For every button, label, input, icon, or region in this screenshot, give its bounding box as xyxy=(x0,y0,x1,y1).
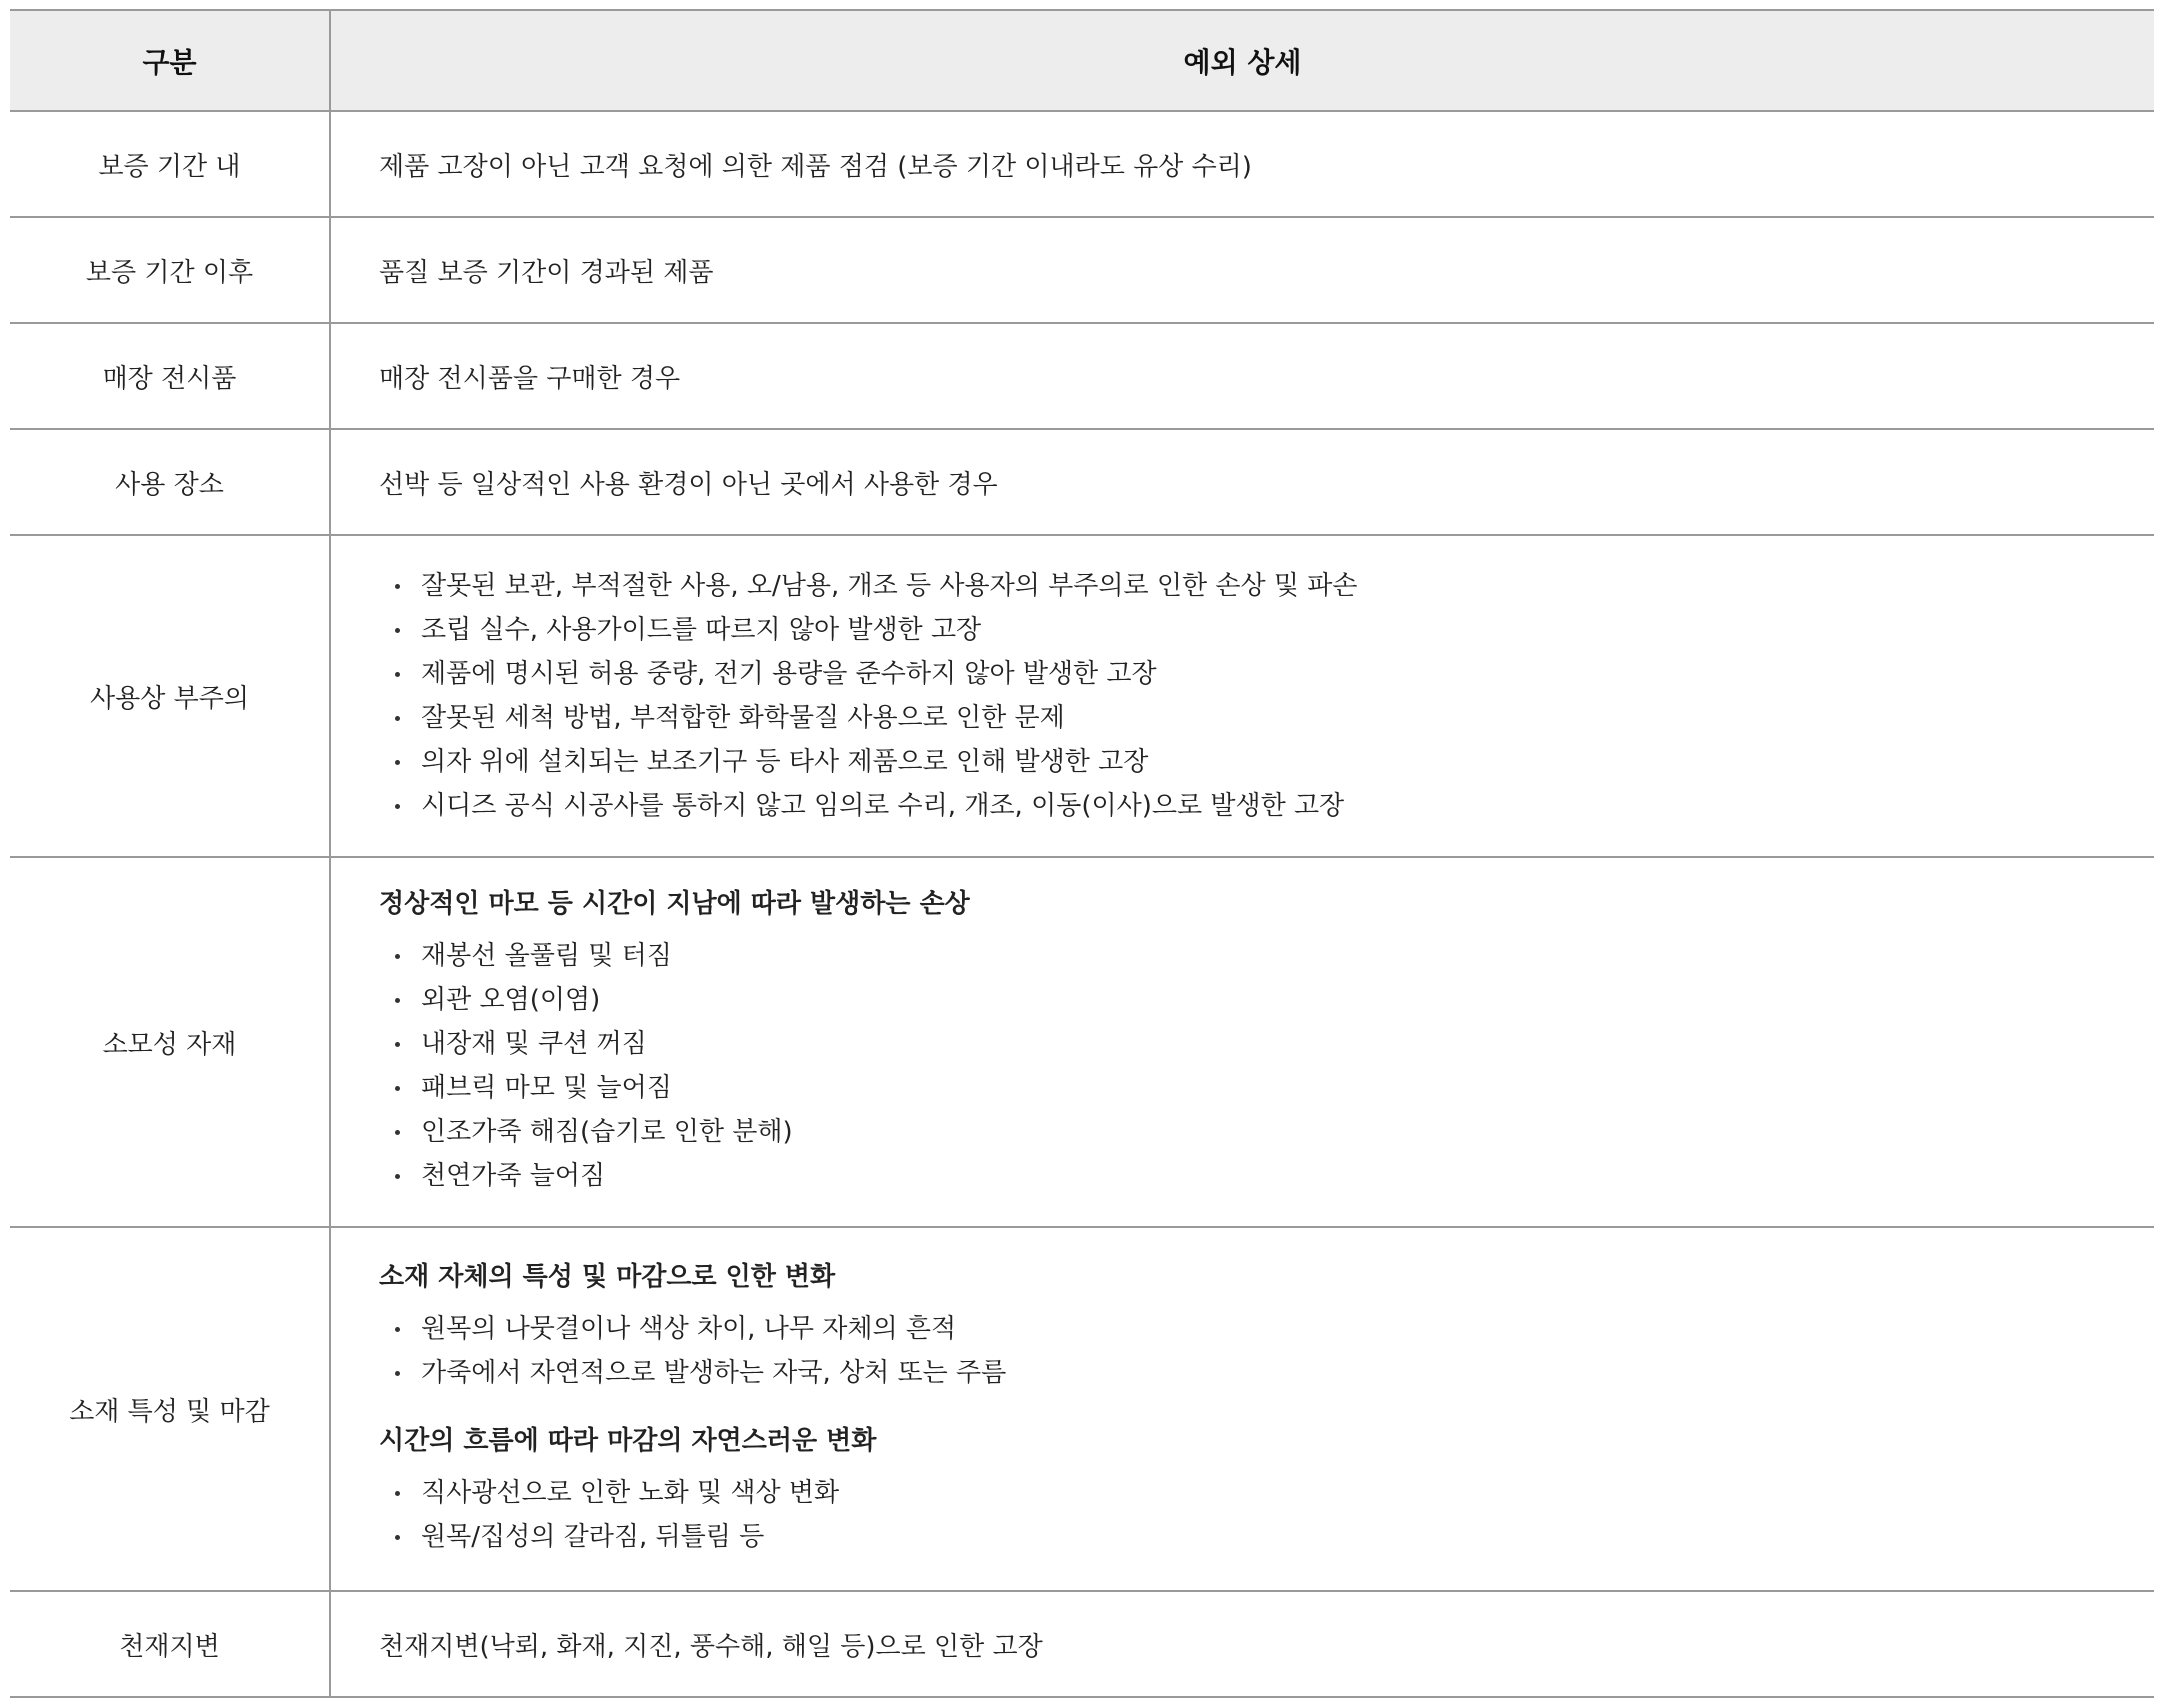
row-detail: 매장 전시품을 구매한 경우 xyxy=(330,323,2154,429)
row-detail xyxy=(330,1227,2154,1591)
row-category: 소모성 자재 xyxy=(10,857,330,1227)
list-item: 가죽에서 자연적으로 발생하는 자국, 상처 또는 주름 xyxy=(379,1351,2154,1395)
row-detail: 천재지변(낙뢰, 화재, 지진, 풍수해, 해일 등)으로 인한 고장 xyxy=(330,1591,2154,1697)
list-item: 잘못된 세척 방법, 부적합한 화학물질 사용으로 인한 문제 xyxy=(379,696,2154,740)
row-category: 사용상 부주의 xyxy=(10,535,330,857)
table-row xyxy=(10,1591,2154,1697)
header-detail: 예외 상세 xyxy=(330,10,2154,111)
list-item: 조립 실수, 사용가이드를 따르지 않아 발생한 고장 xyxy=(379,608,2154,652)
list-item: 원목/집성의 갈라짐, 뒤틀림 등 xyxy=(379,1515,2154,1559)
header-category: 구분 xyxy=(10,10,330,111)
group-title: 시간의 흐름에 따라 마감의 자연스러운 변화 xyxy=(379,1426,877,1456)
bullet-list xyxy=(379,564,2154,828)
table-row xyxy=(10,1227,2154,1591)
table-row xyxy=(10,857,2154,1227)
bullet-list xyxy=(379,1307,2154,1395)
row-category: 천재지변 xyxy=(10,1591,330,1697)
list-item: 제품에 명시된 허용 중량, 전기 용량을 준수하지 않아 발생한 고장 xyxy=(379,652,2154,696)
row-category: 보증 기간 이후 xyxy=(10,217,330,323)
group-title: 정상적인 마모 등 시간이 지남에 따라 발생하는 손상 xyxy=(379,889,970,919)
list-item: 원목의 나뭇결이나 색상 차이, 나무 자체의 흔적 xyxy=(379,1307,2154,1351)
row-category: 소재 특성 및 마감 xyxy=(10,1227,330,1591)
list-item: 내장재 및 쿠션 꺼짐 xyxy=(379,1022,2154,1066)
list-item: 직사광선으로 인한 노화 및 색상 변화 xyxy=(379,1471,2154,1515)
row-detail: 선박 등 일상적인 사용 환경이 아닌 곳에서 사용한 경우 xyxy=(330,429,2154,535)
bullet-list xyxy=(379,934,2154,1198)
list-item: 천연가죽 늘어짐 xyxy=(379,1154,2154,1198)
table-header-row xyxy=(10,10,2154,111)
table-row xyxy=(10,535,2154,857)
row-category: 매장 전시품 xyxy=(10,323,330,429)
table-row xyxy=(10,111,2154,217)
row-detail: 품질 보증 기간이 경과된 제품 xyxy=(330,217,2154,323)
detail-group xyxy=(379,1259,2154,1395)
list-item: 잘못된 보관, 부적절한 사용, 오/남용, 개조 등 사용자의 부주의로 인한 손상 및 파손 xyxy=(379,564,2154,608)
row-detail: 제품 고장이 아닌 고객 요청에 의한 제품 점검 (보증 기간 이내라도 유상 수리) xyxy=(330,111,2154,217)
detail-group xyxy=(379,886,2154,1198)
list-item: 시디즈 공식 시공사를 통하지 않고 임의로 수리, 개조, 이동(이사)으로 발생한 고장 xyxy=(379,784,2154,828)
table-row xyxy=(10,217,2154,323)
list-item: 인조가죽 해짐(습기로 인한 분해) xyxy=(379,1110,2154,1154)
row-category: 보증 기간 내 xyxy=(10,111,330,217)
row-detail xyxy=(330,857,2154,1227)
bullet-list xyxy=(379,1471,2154,1559)
warranty-exception-table-container xyxy=(10,9,2154,1698)
list-item: 의자 위에 설치되는 보조기구 등 타사 제품으로 인해 발생한 고장 xyxy=(379,740,2154,784)
list-item: 패브릭 마모 및 늘어짐 xyxy=(379,1066,2154,1110)
row-category: 사용 장소 xyxy=(10,429,330,535)
row-detail xyxy=(330,535,2154,857)
warranty-exception-table xyxy=(10,9,2154,1698)
table-row xyxy=(10,323,2154,429)
table-row xyxy=(10,429,2154,535)
group-title: 소재 자체의 특성 및 마감으로 인한 변화 xyxy=(379,1262,836,1292)
list-item: 재봉선 올풀림 및 터짐 xyxy=(379,934,2154,978)
list-item: 외관 오염(이염) xyxy=(379,978,2154,1022)
detail-group xyxy=(379,1423,2154,1559)
